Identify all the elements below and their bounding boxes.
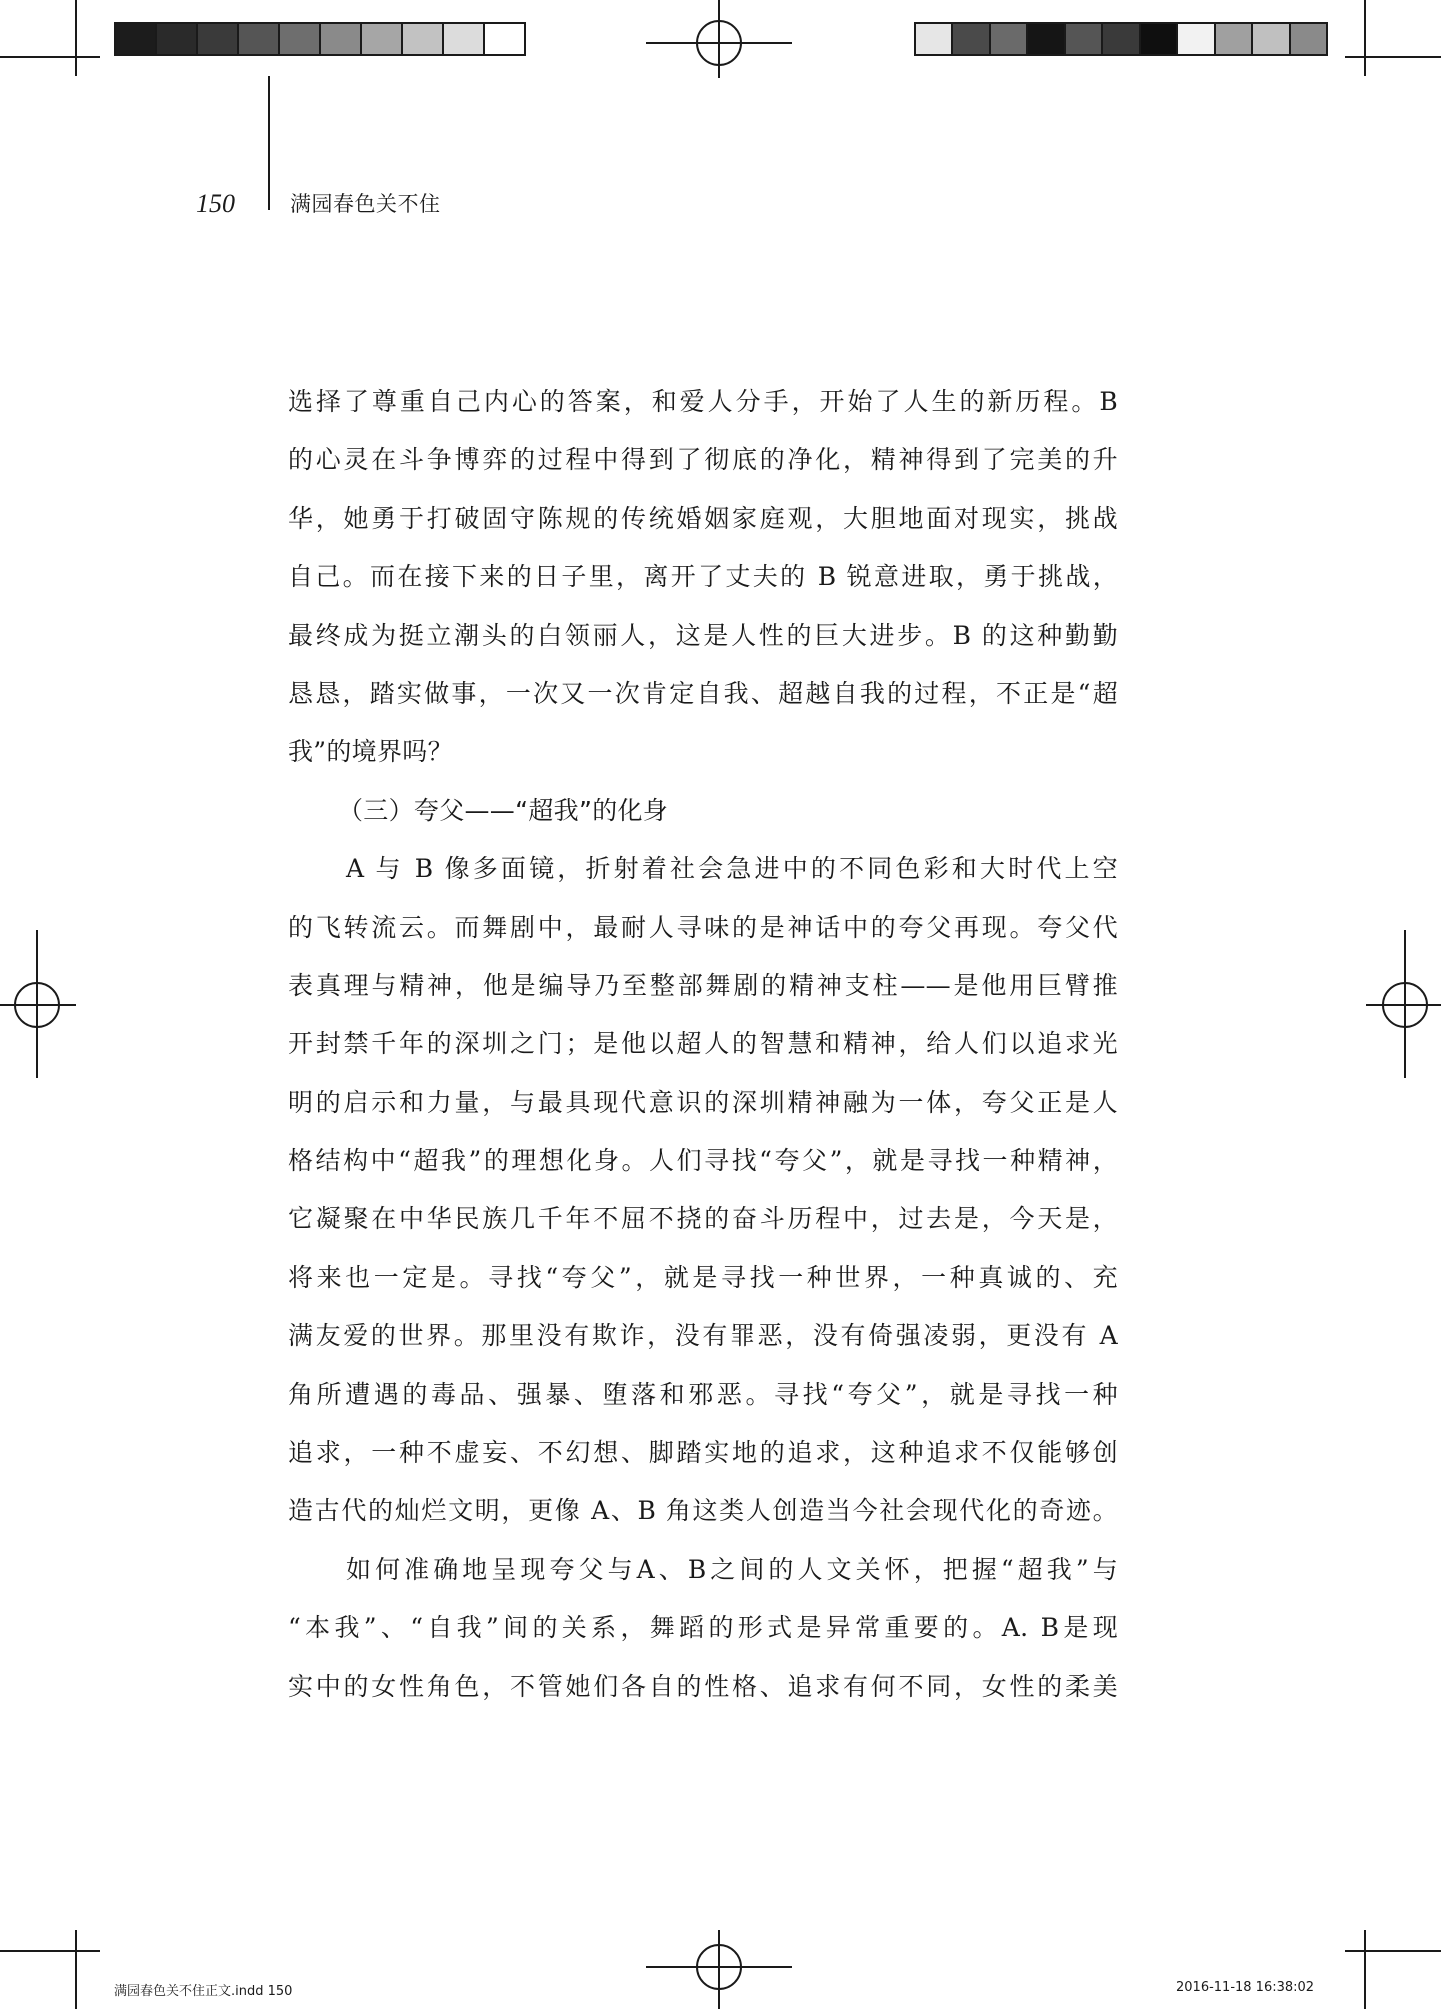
registration-crosshair — [718, 0, 720, 78]
registration-crosshair — [718, 1930, 720, 2009]
color-bar-swatch — [991, 24, 1028, 54]
color-bar-swatch — [1253, 24, 1290, 54]
crop-mark — [1345, 1950, 1441, 1952]
paragraph-line: 明的启示和力量，与最具现代意识的深圳精神融为一体，夸父正是人 — [288, 1087, 1118, 1117]
paragraph-line: 追求，一种不虚妄、不幻想、脚踏实地的追求，这种追求不仅能够创 — [288, 1438, 1118, 1468]
color-bar-swatch — [116, 24, 157, 54]
crop-mark — [1364, 1930, 1366, 2009]
color-bar-swatch — [239, 24, 280, 54]
paragraph-line: A 与 B 像多面镜，折射着社会急进中的不同色彩和大时代上空 — [346, 854, 1118, 884]
paragraph-line: 恳恳，踏实做事，一次又一次肯定自我、超越自我的过程，不正是“超 — [288, 678, 1118, 708]
running-head-divider — [268, 76, 270, 210]
color-bar-swatch — [1141, 24, 1178, 54]
book-title: 满园春色关不住 — [290, 192, 441, 216]
paragraph-line: 选择了尊重自己内心的答案，和爱人分手，开始了人生的新历程。B — [288, 387, 1118, 416]
running-head — [196, 186, 264, 222]
crop-mark — [75, 1930, 77, 2009]
color-bar-swatch — [1291, 24, 1326, 54]
color-bar-swatch — [321, 24, 362, 54]
color-bar-swatch — [1216, 24, 1253, 54]
paragraph-line: “本我”、“自我”间的关系，舞蹈的形式是异常重要的。A. B是现 — [288, 1613, 1118, 1643]
color-bar-swatch — [403, 24, 444, 54]
color-bar-swatch — [362, 24, 403, 54]
paragraph-line: 角所遭遇的毒品、强暴、堕落和邪恶。寻找“夸父”，就是寻找一种 — [288, 1379, 1118, 1409]
registration-crosshair — [0, 1004, 76, 1006]
paragraph-line: 实中的女性角色，不管她们各自的性格、追求有何不同，女性的柔美 — [288, 1671, 1118, 1701]
color-bar-swatch — [1066, 24, 1103, 54]
crop-mark — [1364, 0, 1366, 76]
slug-timestamp: 2016-11-18 16:38:02 — [1176, 1980, 1315, 1995]
crop-mark — [0, 1950, 100, 1952]
color-bar-swatch — [1178, 24, 1215, 54]
paragraph-line: 我”的境界吗？ — [288, 737, 453, 767]
color-bar-swatch — [157, 24, 198, 54]
page-number: 150 — [196, 189, 235, 218]
crop-mark — [0, 56, 100, 58]
crop-mark — [75, 0, 77, 76]
registration-crosshair — [1404, 930, 1406, 1078]
section-heading: （三）夸父——“超我”的化身 — [338, 795, 669, 825]
paragraph-line: 满友爱的世界。那里没有欺诈，没有罪恶，没有倚强凌弱，更没有 A — [288, 1321, 1118, 1351]
paragraph-line: 格结构中“超我”的理想化身。人们寻找“夸父”，就是寻找一种精神， — [288, 1146, 1118, 1176]
registration-crosshair — [36, 930, 38, 1078]
paragraph-line: 的心灵在斗争博弈的过程中得到了彻底的净化，精神得到了完美的升 — [288, 445, 1118, 475]
color-bar-swatch — [1028, 24, 1065, 54]
paragraph-line: 它凝聚在中华民族几千年不屈不挠的奋斗历程中，过去是，今天是， — [288, 1204, 1118, 1234]
color-bar-swatch — [953, 24, 990, 54]
paragraph-line: 的飞转流云。而舞剧中，最耐人寻味的是神话中的夸父再现。夸父代 — [288, 912, 1118, 942]
paragraph-line: 华，她勇于打破固守陈规的传统婚姻家庭观，大胆地面对现实，挑战 — [288, 503, 1118, 533]
paragraph-line: 造古代的灿烂文明，更像 A、B 角这类人创造当今社会现代化的奇迹。 — [288, 1496, 1118, 1526]
paragraph-line: 最终成为挺立潮头的白领丽人，这是人性的巨大进步。B 的这种勤勤 — [288, 620, 1118, 650]
color-bar-right — [914, 22, 1328, 56]
color-bar-swatch — [916, 24, 953, 54]
paragraph-line: 如何准确地呈现夸父与A、B之间的人文关怀，把握“超我”与 — [346, 1554, 1118, 1584]
color-bar-swatch — [485, 24, 524, 54]
paragraph-line: 自己。而在接下来的日子里，离开了丈夫的 B 锐意进取，勇于挑战， — [288, 562, 1118, 592]
crop-mark — [1345, 56, 1441, 58]
paragraph-line: 表真理与精神，他是编导乃至整部舞剧的精神支柱——是他用巨臂推 — [288, 970, 1118, 1000]
paragraph-line: 将来也一定是。寻找“夸父”，就是寻找一种世界，一种真诚的、充 — [288, 1262, 1118, 1292]
paragraph-line: 开封禁千年的深圳之门；是他以超人的智慧和精神，给人们以追求光 — [288, 1029, 1118, 1059]
color-bar-swatch — [280, 24, 321, 54]
color-bar-swatch — [444, 24, 485, 54]
color-bar-swatch — [198, 24, 239, 54]
body-text — [288, 373, 1118, 1716]
color-bar-swatch — [1103, 24, 1140, 54]
slug-filename: 满园春色关不住正文.indd 150 — [114, 1984, 293, 1999]
color-bar-left — [114, 22, 526, 56]
